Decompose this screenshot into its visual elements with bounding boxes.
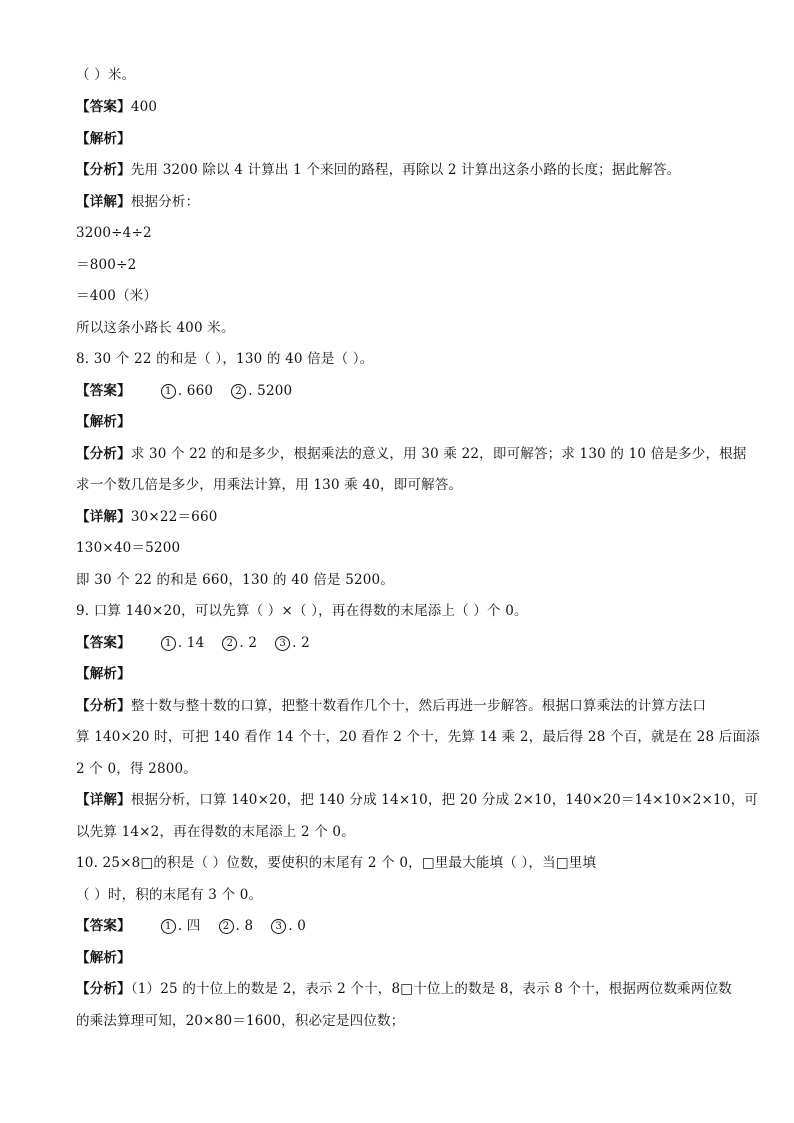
detail-line: 【详解】根据分析： (76, 194, 200, 210)
answer-line: 【答案】400 (76, 99, 158, 115)
text-line: 以先算 14×2，再在得数的末尾添上 2 个 0。 (76, 824, 355, 840)
analysis-heading: 【解析】 (76, 950, 131, 966)
analysis-heading: 【解析】 (76, 414, 131, 430)
circled-number: 2 (231, 384, 246, 399)
detail-line: 【详解】根据分析，口算 140×20，把 140 分成 14×10，把 20 分成 2×10，140×20＝14×10×2×10，可 (76, 792, 759, 808)
circled-number: 1 (161, 384, 176, 399)
analysis-line: 【分析】整十数与整十数的口算，把整十数看作几个十，然后再进一步解答。根据口算乘法的计算方法口 (76, 698, 707, 714)
text-line: （ ）米。 (76, 67, 136, 83)
analysis-line: 【分析】先用 3200 除以 4 计算出 1 个来回的路程，再除以 2 计算出这条小路的长度；据此解答。 (76, 162, 681, 178)
text-line: 的乘法算理可知，20×80＝1600，积必定是四位数； (76, 1013, 405, 1029)
text-line: 2 个 0，得 2800。 (76, 761, 198, 777)
analysis-line: 【分析】（1）25 的十位上的数是 2，表示 2 个十，8□十位上的数是 8，表示 8 个十，根据两位数乘两位数 (76, 981, 732, 997)
circled-number: 1 (161, 919, 176, 934)
answer-tag: 【答案】 (76, 99, 131, 115)
text-line: 算 140×20 时，可把 140 看作 14 个十，20 看作 2 个十，先算 14 乘 2，最后得 28 个百，就是在 28 后面添 (76, 729, 760, 745)
text-line: 求一个数几倍是多少，用乘法计算，用 130 乘 40，即可解答。 (76, 477, 463, 493)
text-line: 所以这条小路长 400 米。 (76, 320, 235, 336)
circled-number: 1 (161, 636, 176, 651)
circled-number: 3 (271, 919, 286, 934)
question-8: 8. 30 个 22 的和是（ ），130 的 40 倍是（ ）。 (76, 351, 374, 367)
text-line: （ ）时，积的末尾有 3 个 0。 (76, 887, 263, 903)
calc-line: ＝800÷2 (76, 257, 137, 273)
answer-line: 【答案】 1 . 四 2 . 8 3 . 0 (76, 918, 307, 934)
calc-line: 130×40＝5200 (76, 540, 181, 556)
question-9: 9. 口算 140×20，可以先算（ ）×（ ），再在得数的末尾添上（ ）个 0。 (76, 603, 528, 619)
circled-number: 2 (222, 636, 237, 651)
answer-line: 【答案】 1 . 660 2 . 5200 (76, 383, 293, 399)
calc-line: 3200÷4÷2 (76, 225, 152, 241)
detail-line: 【详解】30×22＝660 (76, 509, 218, 525)
circled-number: 3 (275, 636, 290, 651)
circled-number: 2 (219, 919, 234, 934)
analysis-line: 【分析】求 30 个 22 的和是多少，根据乘法的意义，用 30 乘 22，即可解答；求 130 的 10 倍是多少，根据 (76, 446, 747, 462)
answer-line: 【答案】 1 . 14 2 . 2 3 . 2 (76, 635, 310, 651)
question-10: 10. 25×8□的积是（ ）位数，要使积的末尾有 2 个 0，□里最大能填（ ），当□里填 (76, 855, 597, 871)
analysis-heading: 【解析】 (76, 131, 131, 147)
calc-line: ＝400（米） (76, 288, 158, 304)
text-line: 即 30 个 22 的和是 660，130 的 40 倍是 5200。 (76, 572, 395, 588)
analysis-heading: 【解析】 (76, 666, 131, 682)
